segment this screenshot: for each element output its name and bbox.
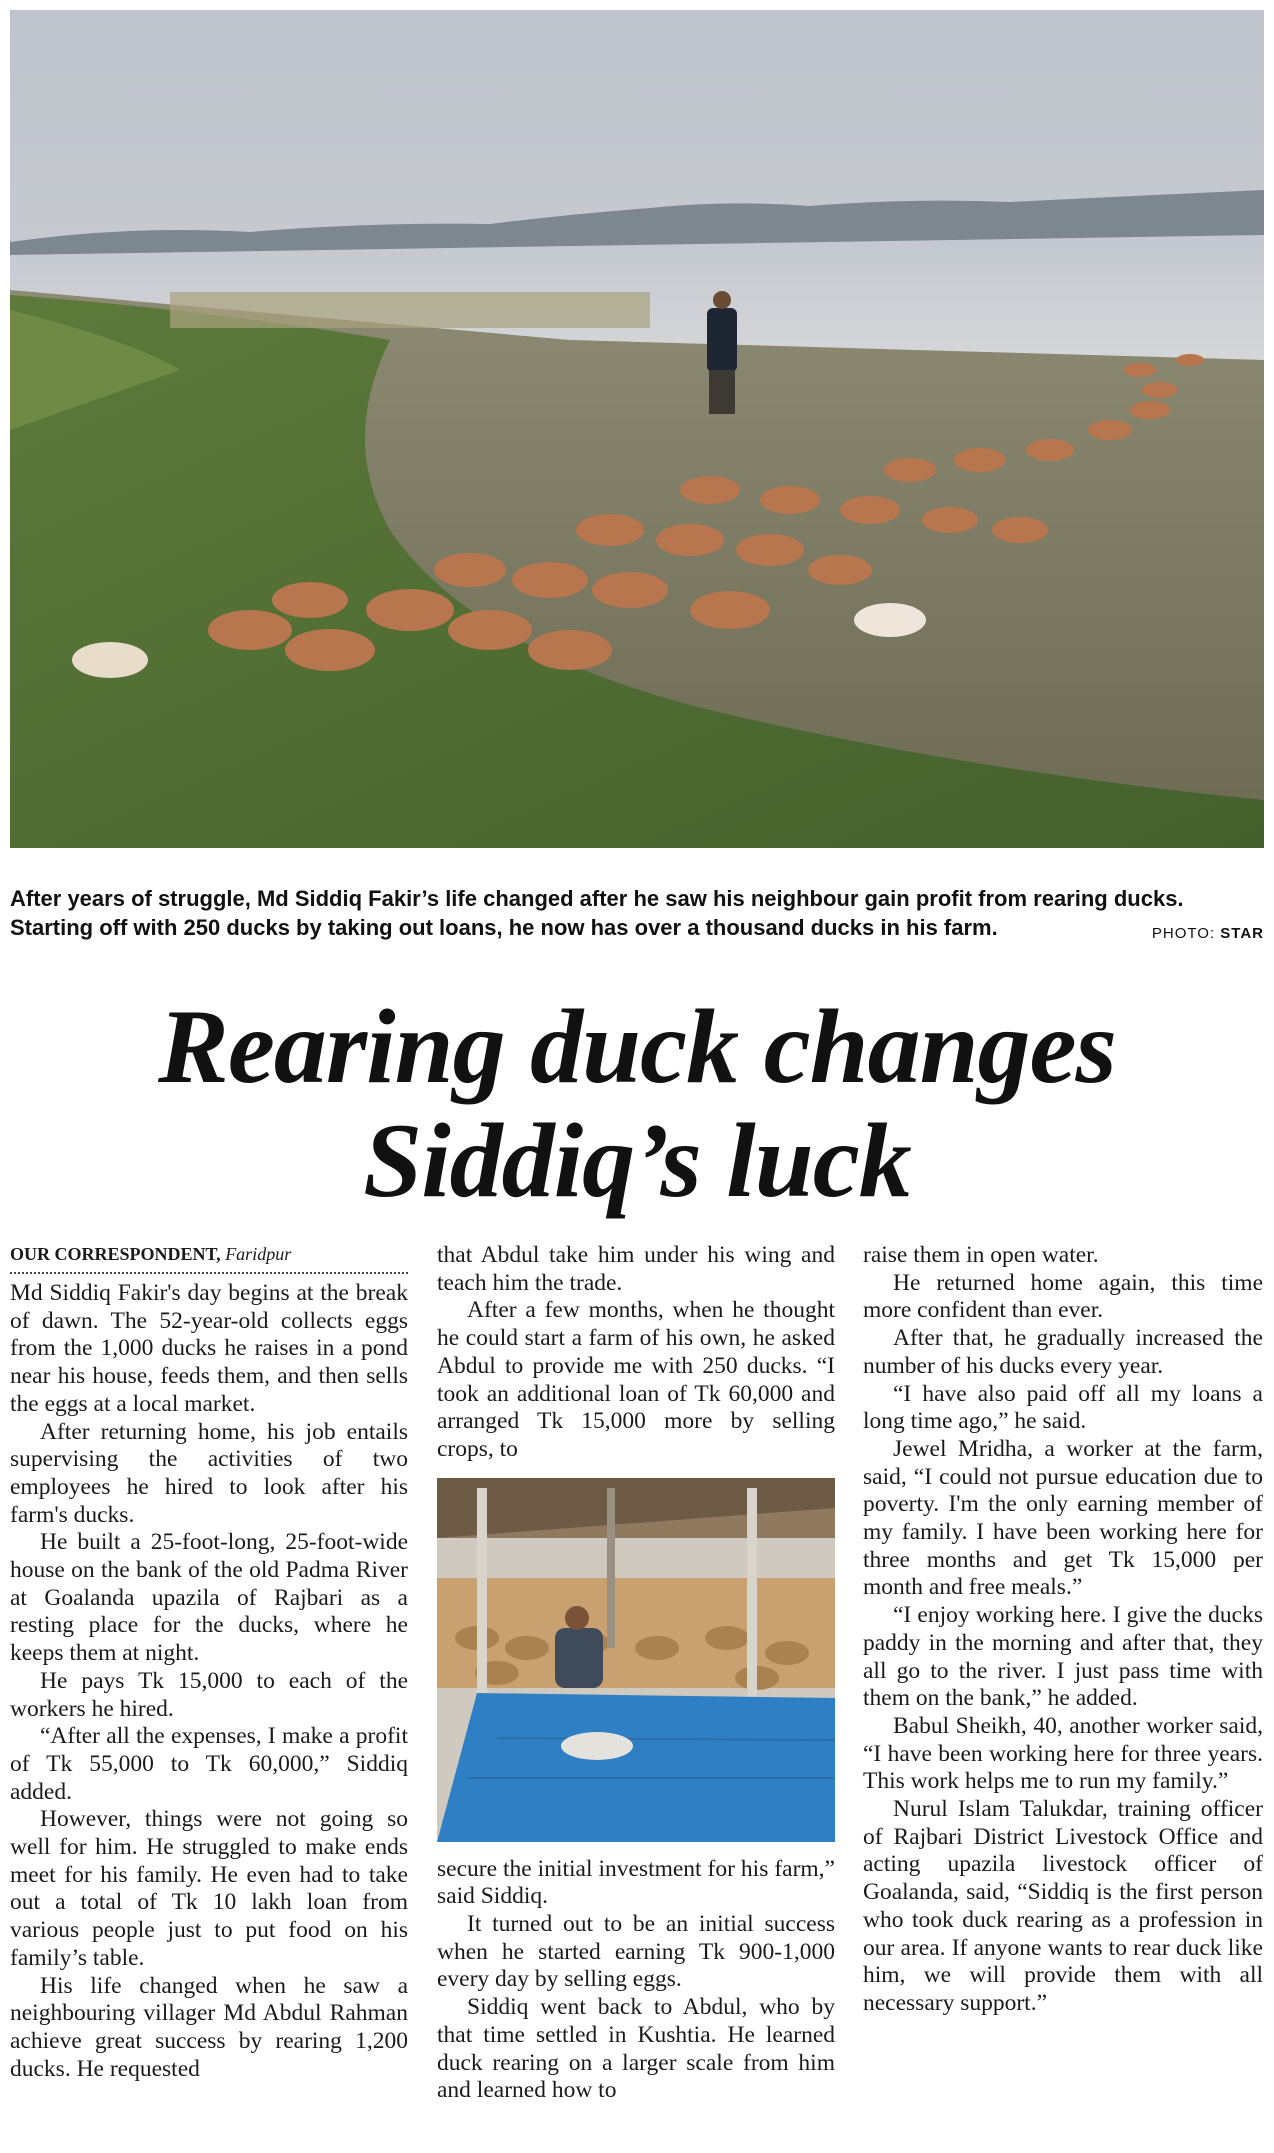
paragraph: “I enjoy working here. I give the ducks paddy in the morning and after that, they all go to the river. I just pass time with them on the bank,” he added.	[863, 1602, 1263, 1712]
paragraph: secure the initial investment for his farm,” said Siddiq.	[437, 1855, 835, 1910]
paragraph: Babul Sheikh, 40, another worker said, “I have been working here for three years. This work helps me to run my family.”	[863, 1712, 1263, 1795]
byline-author: OUR CORRESPONDENT,	[10, 1244, 221, 1264]
paragraph: However, things were not going so well for him. He struggled to make ends meet for his family. He even had to take out a total of Tk 10 lakh loan from various people just to put food on his family’s table.	[10, 1806, 408, 1971]
paragraph: Md Siddiq Fakir's day begins at the break of dawn. The 52-year-old collects eggs from the 1,000 ducks he raises in a pond near his house, feeds them, and then sells the eggs at a local market.	[10, 1280, 408, 1417]
byline	[10, 1242, 408, 1274]
headline-line-2: Siddiq’s luck	[363, 1102, 911, 1219]
paragraph: He pays Tk 15,000 to each of the workers he hired.	[10, 1667, 408, 1722]
paragraph: After returning home, his job entails supervising the activities of two employees he hired to look after his farm's ducks.	[10, 1418, 408, 1528]
inset-photo	[437, 1478, 835, 1842]
paragraph: After that, he gradually increased the number of his ducks every year.	[863, 1325, 1263, 1379]
photo-credit	[1152, 925, 1264, 942]
headline-line-1: Rearing duck changes	[158, 988, 1116, 1105]
paragraph: Nurul Islam Talukdar, training officer of Rajbari District Livestock Office and acting upazila livestock officer of Goalanda, said, “Siddiq is the first person who took duck rearing as a profession in our area. If anyone wants to rear duck like him, we will provide them with all necessary support.”	[863, 1796, 1263, 2016]
byline-place: Faridpur	[225, 1244, 292, 1264]
paragraph: He built a 25-foot-long, 25-foot-wide house on the bank of the old Padma River at Goalanda upazila of Rajbari as a resting place for the ducks, where he keeps them at night.	[10, 1529, 408, 1667]
paragraph: raise them in open water.	[863, 1242, 1099, 1268]
paragraph: He returned home again, this time more confident than ever.	[863, 1269, 1263, 1324]
paragraph: Siddiq went back to Abdul, who by that time settled in Kushtia. He learned duck rearing on a larger scale from him and learned how to	[437, 1994, 835, 2104]
paragraph: It turned out to be an initial success when he started earning Tk 900-1,000 every day by selling eggs.	[437, 1911, 835, 1993]
main-photo-image	[10, 10, 1264, 848]
paragraph: After a few months, when he thought he could start a farm of his own, he asked Abdul to provide me with 250 ducks. “I took an additional loan of Tk 60,000 and arranged Tk 15,000 more by selling crops, to	[437, 1297, 835, 1462]
headline	[0, 990, 1274, 1218]
inset-photo-image	[437, 1478, 835, 1842]
photo-credit-source: STAR	[1220, 925, 1264, 942]
paragraph: “I have also paid off all my loans a long time ago,” he said.	[863, 1380, 1263, 1435]
main-photo	[10, 10, 1264, 848]
paragraph: Jewel Mridha, a worker at the farm, said, “I could not pursue education due to poverty. I'm the only earning member of my family. I have been working here for three months and get Tk 15,000 per month and free meals.”	[863, 1435, 1263, 1601]
article-column-3	[863, 1242, 1263, 2018]
paragraph: that Abdul take him under his wing and teach him the trade.	[437, 1242, 835, 1296]
article-column-1	[10, 1242, 408, 2083]
paragraph: His life changed when he saw a neighbouring villager Md Abdul Rahman achieve great success by rearing 1,200 ducks. He requested	[10, 1972, 408, 2082]
article-column-2	[437, 1242, 835, 2105]
photo-caption: After years of struggle, Md Siddiq Fakir’s life changed after he saw his neighbour gain profit from rearing ducks. Starting off with 250 ducks by taking out loans, he now has over a thousand ducks in his farm.	[10, 886, 1184, 940]
photo-credit-label: PHOTO:	[1151, 925, 1221, 942]
paragraph: “After all the expenses, I make a profit of Tk 55,000 to Tk 60,000,” Siddiq added.	[10, 1723, 408, 1805]
